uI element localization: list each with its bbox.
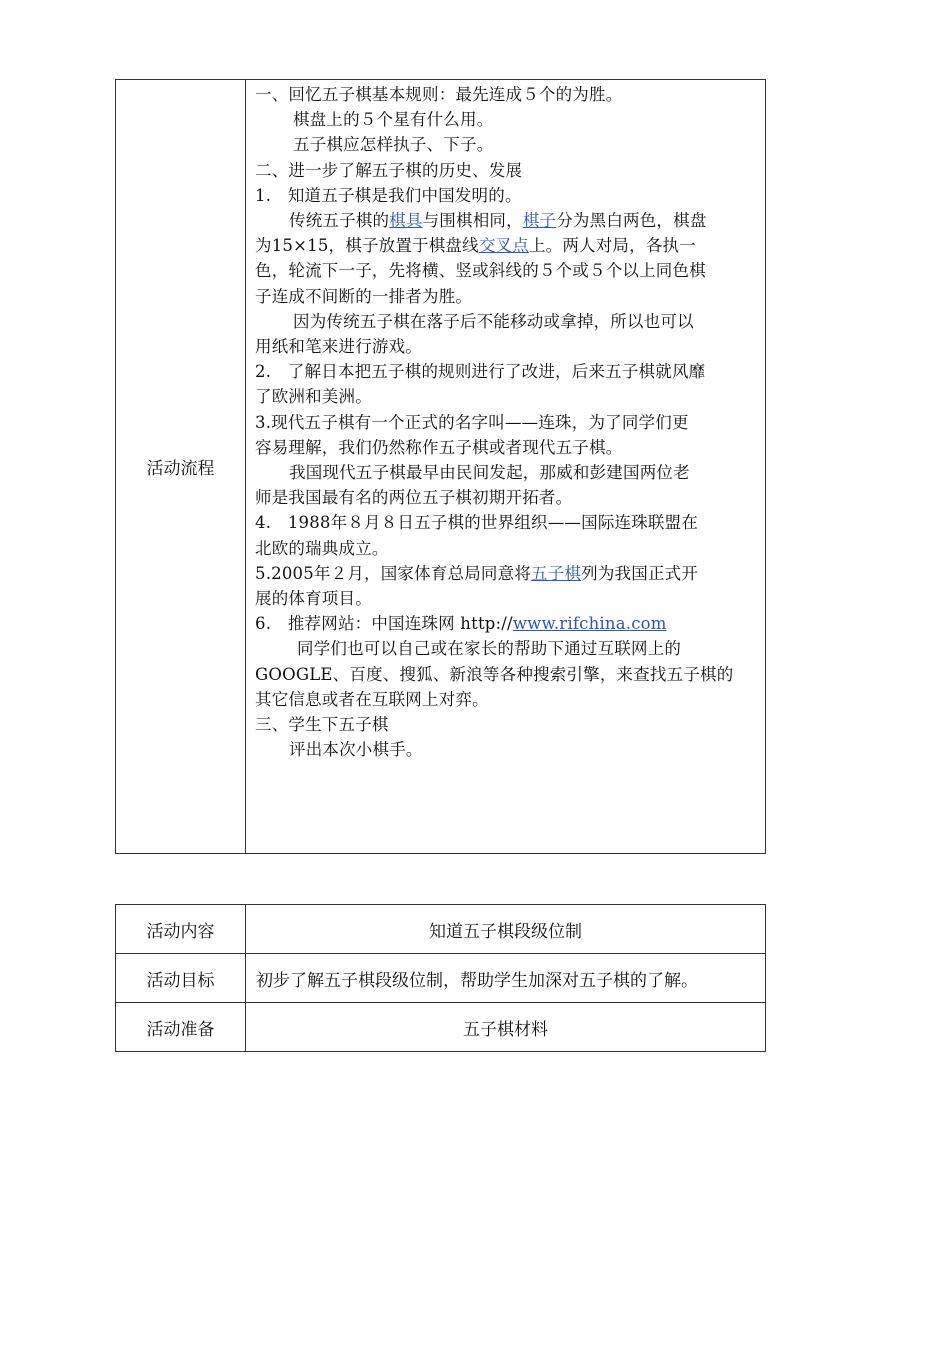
text-run: 列为我国正式开 [581,563,699,583]
link-qizi[interactable]: 棋子 [522,211,557,231]
text-run: 5.2005年２月，国家体育总局同意将 [255,563,532,583]
link-jiaochadian[interactable]: 交叉点 [478,236,529,256]
content-value-cell [246,905,766,954]
flow-line: 三、学生下五子棋 [255,715,389,735]
flow-line: 3.现代五子棋有一个正式的名字叫——连珠，为了同学们更 [255,412,689,432]
flow-line: 2. 了解日本把五子棋的规则进行了改进，后来五子棋就风靡 [255,362,706,382]
goal-label: 活动目标 [146,970,215,991]
flow-line: 用纸和笔来进行游戏。 [255,337,422,357]
flow-line: 五子棋应怎样执子、下子。 [293,135,494,155]
flow-content-cell [246,80,766,854]
content-label-cell [116,905,246,954]
activity-flow-table [115,79,766,854]
flow-line [255,233,757,258]
flow-line: 因为传统五子棋在落子后不能移动或拿掉，所以也可以 [293,311,694,331]
text-run: 与围棋相同， [422,211,523,231]
text-run: 6. 推荐网站：中国连珠网 http:// [255,614,513,634]
flow-line: 北欧的瑞典成立。 [255,538,389,558]
flow-line: 二、进一步了解五子棋的历史、发展 [255,160,523,180]
flow-line: 评出本次小棋手。 [289,740,423,760]
flow-line [255,561,757,586]
flow-line: 容易理解，我们仍然称作五子棋或者现代五子棋。 [255,437,623,457]
content-value: 知道五子棋段级位制 [429,921,582,942]
flow-line: GOOGLE、百度、搜狐、新浪等各种搜索引擎，来查找五子棋的 [255,664,734,684]
text-run: 传统五子棋的 [289,211,390,231]
table-row [116,1003,766,1052]
flow-line: 棋盘上的５个星有什么用。 [293,110,494,130]
link-wuziqi[interactable]: 五子棋 [531,563,582,583]
link-qiju[interactable]: 棋具 [389,211,423,231]
flow-label: 活动流程 [146,459,215,479]
flow-label-cell [116,80,246,854]
flow-line: 一、回忆五子棋基本规则：最先连成５个的为胜。 [255,85,623,104]
flow-line: 同学们也可以自己或在家长的帮助下通过互联网上的 [297,639,682,659]
text-run: 分为黑白两色，棋盘 [556,211,707,231]
prep-value: 五子棋材料 [463,1019,548,1040]
activity-info-table [115,904,766,1052]
flow-line: 展的体育项目。 [255,589,372,609]
link-rifchina[interactable]: www.rifchina.com [512,614,667,634]
prep-value-cell [246,1003,766,1052]
table-row [116,905,766,954]
flow-line: 了欧洲和美洲。 [255,387,372,407]
flow-line: 师是我国最有名的两位五子棋初期开拓者。 [255,488,573,508]
goal-value-cell [246,954,766,1003]
text-run: 上。两人对局，各执一 [528,236,696,256]
flow-line: 4. 1988年８月８日五子棋的世界组织——国际连珠联盟在 [255,513,699,533]
flow-line [255,611,757,636]
table-row [116,80,766,854]
content-label: 活动内容 [146,921,215,942]
text-run: 为15×15，棋子放置于棋盘线 [255,236,479,256]
flow-line: 其它信息或者在互联网上对弈。 [255,689,489,709]
flow-line [255,208,757,233]
prep-label-cell [116,1003,246,1052]
prep-label: 活动准备 [146,1019,215,1040]
goal-value: 初步了解五子棋段级位制，帮助学生加深对五子棋的了解。 [256,970,698,991]
flow-line: 我国现代五子棋最早由民间发起，那威和彭建国两位老 [289,463,690,483]
goal-label-cell [116,954,246,1003]
flow-line: 1. 知道五子棋是我们中国发明的。 [255,185,522,205]
flow-line: 色，轮流下一子，先将横、竖或斜线的５个或５个以上同色棋 [255,261,706,281]
table-row [116,954,766,1003]
flow-line: 子连成不间断的一排者为胜。 [255,286,473,306]
